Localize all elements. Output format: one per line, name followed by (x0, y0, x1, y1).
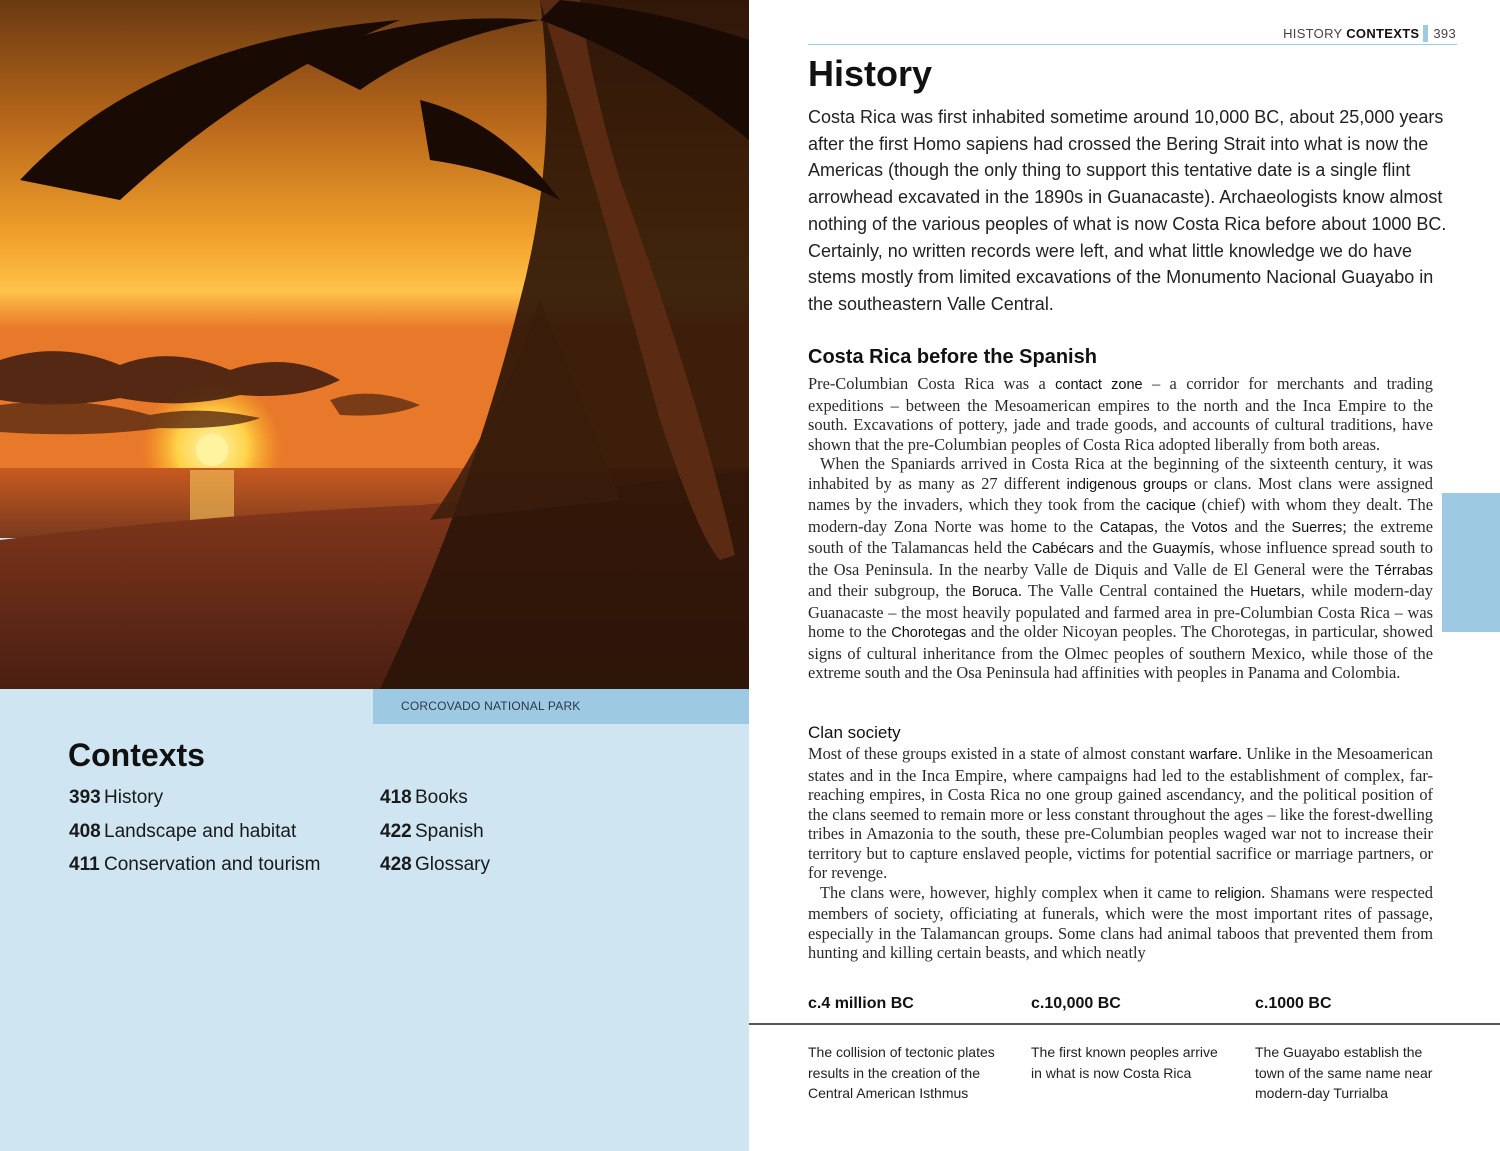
keyword: Huetars (1250, 584, 1301, 600)
keyword: Chorotegas (891, 625, 967, 641)
text-run: The clans were, however, highly complex when it came to (820, 882, 1215, 902)
keyword: Boruca (971, 584, 1018, 600)
toc-label: Landscape and habitat (104, 820, 297, 842)
text-run: , while modern-day Guanacaste – the most heavily populated and farmed area in pre-Columbian Costa Rica – was home to the (808, 581, 1433, 641)
timeline-text: The collision of tectonic plates results in the creation of the Central American Isthmus (808, 1044, 995, 1101)
keyword: Catapas (1099, 519, 1154, 536)
running-head-marker (1423, 25, 1428, 42)
text-run: Most of these groups existed in a state of almost constant (808, 744, 1190, 763)
toc-item-conservation[interactable] (69, 851, 321, 885)
text-run: ; the extreme south of the Talamancas held the (808, 516, 1433, 557)
timeline-text: The first known peoples arrive in what is now Costa Rica (1031, 1044, 1218, 1081)
toc-item-history[interactable] (69, 784, 321, 818)
toc-label: Conservation and tourism (104, 854, 321, 875)
text-run: – a corridor for merchants and trading expeditions – between the Mesoamerican empires to the north and the Inca Empire to the south. Excavations of pottery, jade and trade goods, and accounts of cultural traditions, have shown that the pre-Columbian peoples of Costa Rica adopted liberally from both areas. (808, 374, 1433, 454)
toc-item-landscape[interactable] (69, 818, 321, 852)
contexts-title: Contexts (68, 737, 205, 773)
keyword: Votos (1191, 519, 1228, 536)
beach-sunset-photo (0, 0, 749, 689)
text-run: , the (1153, 516, 1192, 536)
timeline-date: c.10,000 BC (1031, 995, 1121, 1012)
text-run: and the (1227, 516, 1292, 536)
body-text-section2 (808, 744, 1433, 963)
toc-label: Books (415, 787, 468, 808)
header-rule (808, 44, 1457, 45)
body-text-section1 (808, 374, 1433, 683)
sunset-illustration (0, 0, 749, 689)
running-head-part: HISTORY (1283, 26, 1343, 41)
toc-label: Glossary (415, 854, 490, 875)
text-run: , whose influence spread south to the Osa Peninsula. In the nearby Valle de Diquis and Valle de El General were the (808, 538, 1433, 579)
timeline-date: c.1000 BC (1255, 995, 1332, 1012)
toc-page-number: 428 (380, 854, 412, 875)
running-head (1283, 25, 1456, 42)
section-heading (808, 346, 1097, 369)
toc-item-spanish[interactable] (380, 818, 490, 852)
toc-label: Spanish (415, 820, 484, 842)
text-run: Pre-Columbian Costa Rica was a (808, 374, 1056, 393)
text-run: When the Spaniards arrived in Costa Rica at the beginning of the sixteenth century, it was inhabited by as many as 27 different (808, 454, 1433, 493)
toc-page-number: 393 (69, 787, 101, 808)
toc-page-number: 418 (380, 787, 412, 808)
toc-label: History (104, 787, 164, 808)
toc-page-number: 411 (69, 854, 100, 875)
text-run: and the (1093, 538, 1153, 557)
keyword: Térrabas (1374, 562, 1433, 579)
toc-page-number: 422 (380, 820, 412, 842)
timeline-text: The Guayabo establish the town of the same name near modern-day Turrialba (1255, 1044, 1433, 1101)
page-number: 393 (1433, 26, 1456, 41)
timeline-entry (1255, 995, 1445, 1104)
section-side-tab (1442, 493, 1500, 632)
timeline-date: c.4 million BC (808, 995, 914, 1012)
keyword: Suerres (1291, 519, 1343, 536)
timeline-entry (808, 995, 998, 1104)
keyword: Guaymís (1152, 541, 1211, 557)
right-page (749, 0, 1500, 1151)
keyword: religion (1214, 885, 1262, 902)
intro-paragraph: Costa Rica was first inhabited sometime around 10,000 BC, about 25,000 years after the first Homo sapiens had crossed the Bering Strait into what is now the Americas (though the only thing to support this tentative date is a single flint arrowhead excavated in the 1890s in Guanacaste). Archaeologists know almost nothing of the various peoples of what is now Costa Rica before about 1000 BC. Certainly, no written records were left, and what little knowledge we do have stems mostly from limited excavations of the Monumento Nacional Guayabo in the southeastern Valle Central. (808, 107, 1447, 314)
text-run: . Shamans were respected members of society, officiating at funerals, which were the most important rites of passage, especially in the Talamancan groups. Some clans had animal taboos that prevented them from hunting and killing certain beasts, and which neatly (808, 882, 1433, 962)
keyword: warfare (1189, 747, 1238, 763)
keyword: contact zone (1055, 377, 1143, 393)
running-head-section: CONTEXTS (1346, 26, 1420, 41)
toc-column-1 (69, 784, 321, 885)
toc-item-glossary[interactable] (380, 851, 490, 885)
subsection-heading: Clan society (808, 723, 901, 742)
keyword: Cabécars (1031, 541, 1094, 557)
keyword: cacique (1146, 498, 1196, 514)
text-run: (chief) with whom they dealt. The modern-day Zona Norte was home to the (808, 495, 1434, 536)
toc-item-books[interactable] (380, 784, 490, 818)
text-run: . Unlike in the Mesoamerican states and in the Inca Empire, where campaigns had led to the establishment of complex, far-reaching empires, in Costa Rica no one group gained ascendancy, and the political position of the clans seemed to remain more or less constant throughout the ages – like the forest-dwelling tribes in Amazonia to the south, these pre-Columbian peoples waged war not to increase their territory but to capture enslaved people, victims for potential sacrifice or marriage partners, or for revenge. (808, 744, 1433, 882)
section-heading-text: Costa Rica before the Spanish (808, 346, 1097, 368)
left-page (0, 0, 749, 1151)
toc-page-number: 408 (69, 820, 101, 842)
photo-caption: CORCOVADO NATIONAL PARK (373, 689, 749, 724)
page-title: History (808, 53, 933, 94)
timeline-entry (1031, 995, 1221, 1083)
text-run: or clans. Most clans were assigned names by the invaders, which they took from the (808, 473, 1433, 514)
text-run: . The Valle Central contained the (1017, 581, 1250, 600)
text-run: and the older Nicoyan peoples. The Chorotegas, in particular, showed signs of cultural inheritance from the Olmec peoples of southern Mexico, while those of the extreme south and the Osa Peninsula had affinities with peoples in Panama and Colombia. (808, 622, 1433, 682)
keyword: indigenous groups (1066, 476, 1188, 493)
toc-column-2 (380, 784, 490, 885)
text-run: and their subgroup, the (808, 581, 972, 600)
